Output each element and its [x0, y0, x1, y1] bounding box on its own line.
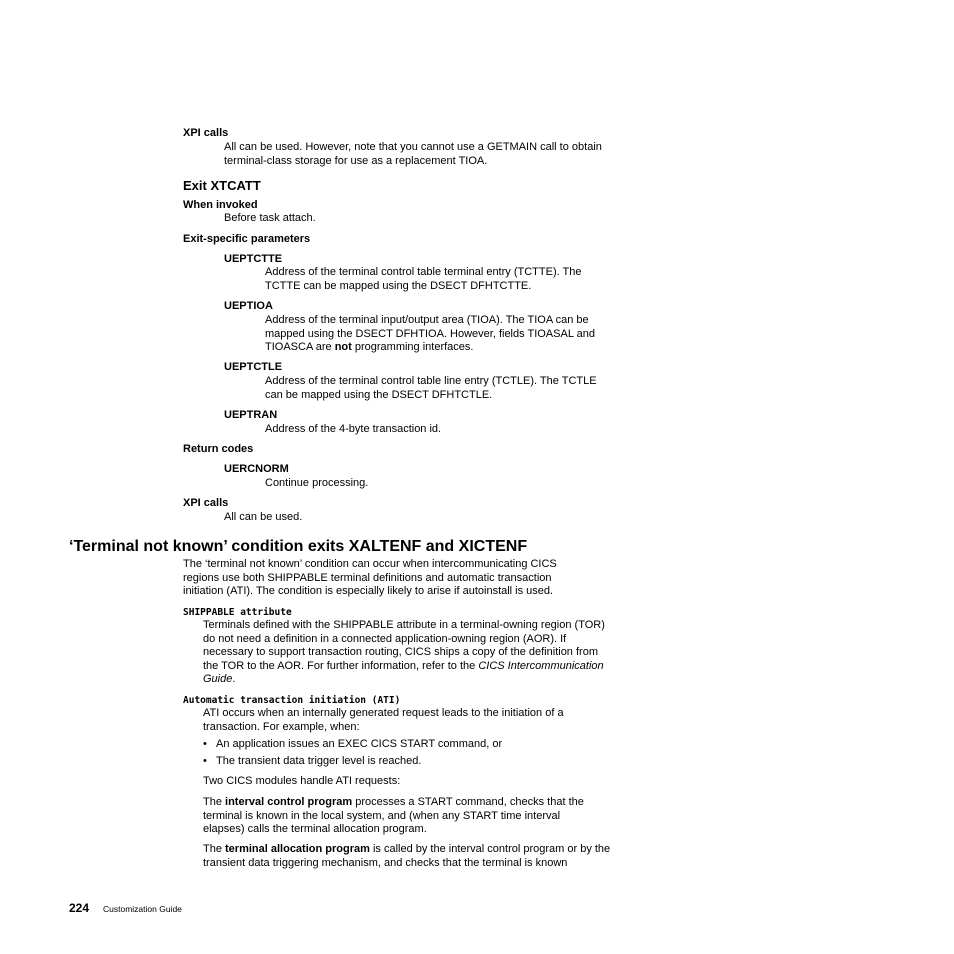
- when-invoked-label: When invoked: [183, 199, 258, 211]
- list-item: • An application issues an EXEC CICS START command, or: [203, 738, 503, 750]
- two-modules-text: Two CICS modules handle ATI requests:: [203, 775, 401, 787]
- book-title: Customization Guide: [103, 904, 182, 914]
- not-emphasis: not: [334, 341, 352, 354]
- ati-label: Automatic transaction initiation (ATI): [183, 695, 401, 706]
- terminal-allocation-program-text: The terminal allocation program is called by the interval control program or by the transient data triggering mechanism, and checks that the terminal is known: [203, 843, 611, 869]
- exit-specific-parameters-label: Exit-specific parameters: [183, 233, 311, 245]
- list-item: • The transient data trigger level is reached.: [203, 755, 422, 767]
- param-ueptctte-name: UEPTCTTE: [224, 253, 283, 265]
- bullet-icon: •: [203, 738, 207, 750]
- param-ueptioa-text: Address of the terminal input/output area (TIOA). The TIOA can be mapped using the DSECT DFHTIOA. However, fields TIOASAL and TIOASCA are not programming interfaces.: [265, 314, 595, 354]
- rc-uercnorm-text: Continue processing.: [265, 477, 369, 489]
- cics-intercommunication-guide-ref: CICS Intercommunication Guide: [203, 659, 604, 686]
- rc-uercnorm-name: UERCNORM: [224, 463, 289, 475]
- section-heading: ‘Terminal not known’ condition exits XALTENF and XICTENF: [69, 538, 528, 555]
- param-ueptioa-name: UEPTIOA: [224, 300, 273, 312]
- interval-control-program-text: The interval control program processes a START command, checks that the terminal is known in the local system, and (when any START time interval elapses) calls the terminal allocation program.: [203, 796, 584, 836]
- exit-xtcatt-heading: Exit XTCATT: [183, 178, 261, 193]
- param-ueptran-name: UEPTRAN: [224, 409, 278, 421]
- param-ueptctte-text: Address of the terminal control table terminal entry (TCTTE). The TCTTE can be mapped using the DSECT DFHTCTTE.: [265, 266, 582, 292]
- when-invoked-text: Before task attach.: [224, 212, 316, 224]
- section-intro: The ‘terminal not known’ condition can occur when intercommunicating CICS regions use both SHIPPABLE terminal definitions and automatic transaction initiation (ATI). The condition is especially likely to arise if autoinstall is used.: [183, 558, 557, 598]
- return-codes-label: Return codes: [183, 443, 254, 455]
- bullet-icon: •: [203, 755, 207, 767]
- xpi-calls-label: XPI calls: [183, 127, 229, 139]
- xpi-calls-text: All can be used. However, note that you cannot use a GETMAIN call to obtain terminal-class storage for use as a replacement TIOA.: [224, 141, 602, 167]
- page-number: 224: [69, 901, 90, 915]
- param-ueptctle-text: Address of the terminal control table line entry (TCTLE). The TCTLE can be mapped using the DSECT DFHTCTLE.: [265, 375, 597, 401]
- param-ueptctle-name: UEPTCTLE: [224, 361, 283, 373]
- shippable-attribute-text: Terminals defined with the SHIPPABLE attribute in a terminal-owning region (TOR) do not need a definition in a connected application-owning region (AOR). If necessary to support transaction routing, CICS ships a copy of the definition from the TOR to the AOR. For further information, refer to the CICS Intercommunication Guide.: [203, 619, 605, 686]
- xpi-calls-text-2: All can be used.: [224, 511, 303, 523]
- ati-text: ATI occurs when an internally generated request leads to the initiation of a transaction. For example, when:: [203, 707, 564, 733]
- param-ueptran-text: Address of the 4-byte transaction id.: [265, 423, 442, 435]
- xpi-calls-label-2: XPI calls: [183, 497, 229, 509]
- shippable-attribute-label: SHIPPABLE attribute: [183, 607, 292, 618]
